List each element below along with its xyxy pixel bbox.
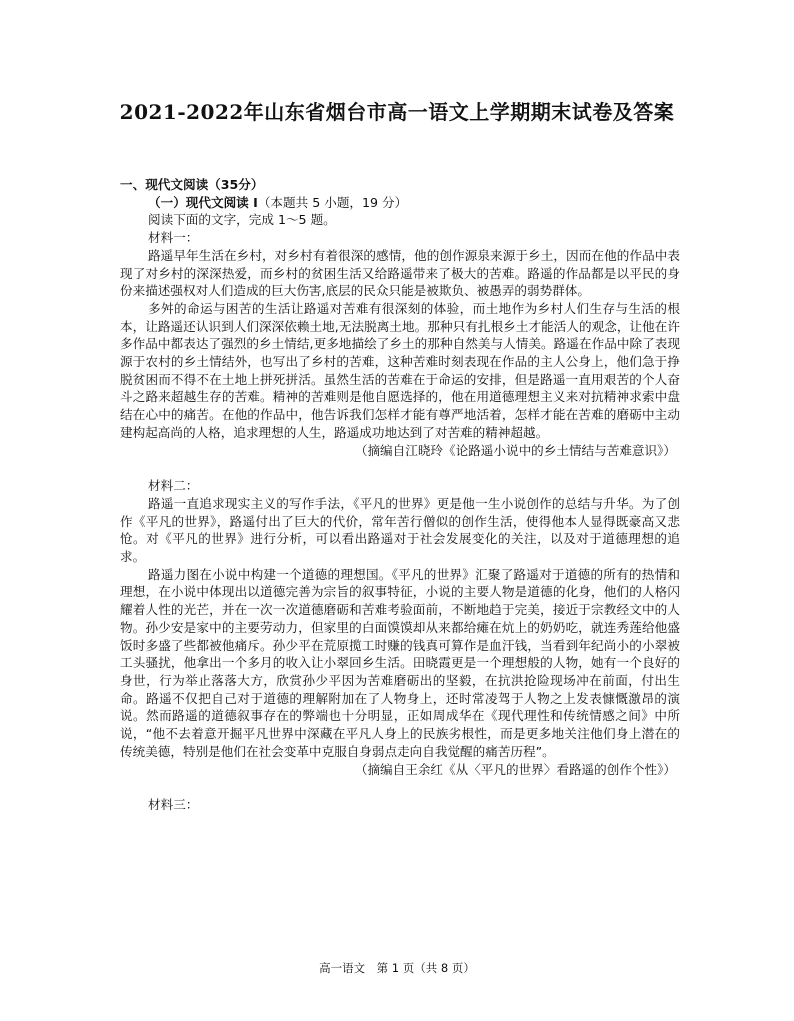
material1-source: （摘编自江晓玲《论路遥小说中的乡土情结与苦难意识》）: [354, 442, 676, 458]
subsection-heading: [120, 194, 680, 212]
material1-paragraph-1: 路遥早年生活在乡村，对乡村有着很深的感情，他的创作源泉来源于乡土，因而在他的作品中表现了对乡村的深深热爱，而乡村的贫困生活又给路遥带来了极大的苦难。路遥的作品都是以平民的身份来描述强权对人们造成的巨大伤害,底层的民众只能是被欺负、被愚弄的弱势群体。: [120, 247, 680, 299]
material2-paragraph-2: 路遥力图在小说中构建一个道德的理想国。《平凡的世界》汇聚了路遥对于道德的所有的热情和理想，在小说中体现出以道德完善为宗旨的叙事特征，小说的主要人物是道德的化身，他们的人格闪耀着人性的光芒，并在一次一次道德磨砺和苦难考验面前，不断地趋于完美，接近于宗教经文中的人物。孙少安是家中的主要劳动力，但家里的白面馍馍却从来都给瘫在炕上的奶奶吃，就连秀莲给他盛饭时多盛了些都被他痛斥。孙少平在荒原揽工时赚的钱真可算作是血汗钱，当看到年纪尚小的小翠被工头骚扰，他拿出一个多月的收入让小翠回乡生活。田晓霞更是一个理想般的人物，她有一个良好的身世，行为举止落落大方，欣赏孙少平因为苦难磨砺出的坚毅，在抗洪抢险现场冲在前面，付出生命。路遥不仅把自己对于道德的理解附加在了人物身上，还时常凌驾于人物之上发表慷慨激昂的演说。然而路遥的道德叙事存在的弊端也十分明显，正如周成华在《现代理性和传统情感之间》中所说，“他不去着意开掘平凡世界中深藏在平凡人身上的民族劣根性，而是更多地关注他们身上潜在的传统美德，特别是他们在社会变革中克服自身弱点走向自我觉醒的痛苦历程”。: [120, 566, 680, 759]
material2-label: 材料二：: [148, 478, 199, 494]
subsection-note: （本题共 5 小题，19 分）: [257, 194, 408, 210]
material2-paragraph-1: 路遥一直追求现实主义的写作手法，《平凡的世界》更是他一生小说创作的总结与升华。为了创作《平凡的世界》，路遥付出了巨大的代价，常年苦行僧似的创作生活，使得他本人显得既豪高又悲怆。对《平凡的世界》进行分析，可以看出路遥对于社会发展变化的关注，以及对于道德理想的追求。: [120, 495, 680, 565]
page-title: 2021-2022年山东省烟台市高一语文上学期期末试卷及答案: [119, 100, 675, 124]
instruction-text: 阅读下面的文字，完成 1～5 题。: [148, 212, 336, 228]
material3-label: 材料三：: [148, 797, 199, 813]
page-footer: 高一语文 第 1 页（共 8 页）: [319, 961, 475, 975]
material1-label: 材料一：: [148, 230, 199, 246]
section-heading: 一、现代文阅读（35分）: [120, 177, 264, 192]
material1-paragraph-2: 多舛的命运与困苦的生活让路遥对苦难有很深刻的体验，而土地作为乡村人们生存与生活的根本，让路遥还认识到人们深深依赖土地,无法脱离土地。那种只有扎根乡土才能活人的观念，让他在许多作品中都表达了强烈的乡土情结,更多地描绘了乡土的那种自然美与人情美。路遥在作品中除了表现源于农村的乡土情结外，也写出了乡村的苦难，这种苦难时刻表现在作品的主人公身上，他们急于挣脱贫困而不得不在土地上拼死拼活。虽然生活的苦难在于命运的安排，但是路遥一直用艰苦的个人奋斗之路来超越生存的苦难。精神的苦难则是他自愿选择的，他在用道德理想主义来对抗精神求索中盘结在心中的痛苦。在他的作品中，他告诉我们怎样才能有尊严地活着，怎样才能在苦难的磨砺中主动建构起高尚的人格，追求理想的人生，路遥成功地达到了对苦难的精神超越。: [120, 300, 680, 440]
material2-source: （摘编自王余红《从〈平凡的世界〉看路遥的创作个性》）: [354, 761, 676, 777]
subsection-title: （一）现代文阅读 I: [148, 194, 258, 210]
document-body: [120, 176, 680, 814]
